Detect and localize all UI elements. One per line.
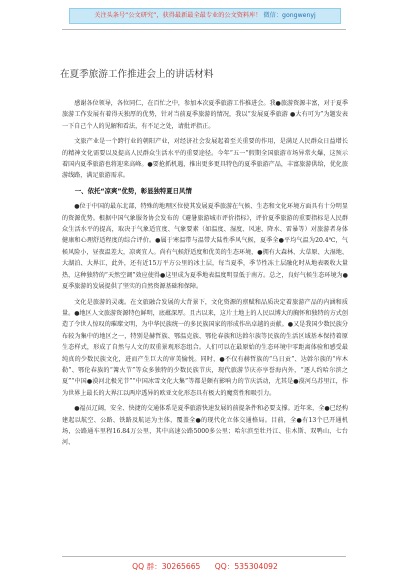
footer: [62, 561, 348, 572]
context-paragraph: 文旅产业是一个跨行业的朝阳产业，对经济社会发展起着至关重要的作用，是满足人民群众日益增长的精神文化需要以及提高人民群众生活水平的重要途径。今年“五一”假期全国旅游市场异常火爆，这预示着国内夏季旅游也将迎来高峰。●要抢抓机遇，推出更多更具特色的夏季旅游产品，丰富旅游供给，优化旅游线路，满足旅游需求。: [62, 138, 348, 180]
culture-paragraph: 文化是旅游的灵魂。在文旅融合发展的大背景下，文化资源的禀赋和品质决定着旅游产品的内涵和质量。●地区人文旅游资源特色鲜明，底蕴深厚。且古以来，这片土地上的人民以博大的胸怀和独特的方式创造了令世人惊叹的璀璨文明，为中华民族统一的多民族国家的形成作出卓越的贡献。●又是我国少数民族分布较为集中的地区之一，特别是赫哲族、鄂温克族、鄂伦春族和达斡尔族等民族的生活区域基本保持着原生态样式，形成了自然与人文的双重景观形态组合。人们可以在最原始的生态环境中零距离体验和感受最纯真的少数民族文化，进而产生巨大的审美愉悦。同时，●不仅有赫哲族的“乌日贡”、达斡尔族的“库木勒”、鄂伦春族的“篝火节”等众多独特的少数民族节庆，现代旅游节庆亦享誉海内外，“逐人约哈尔滨之夏”“中国●漠河北极光节”“中国冰雪文化大集”等都是颇有影响力的节庆活动，尤其是●漠河乌苏里江，作为世界上最长的大界江以两岸透异的欧亚文化形态具有极大的魔赏性和吸引力。: [62, 298, 348, 397]
header-divider: [62, 29, 346, 30]
footer-divider: [62, 556, 346, 557]
climate-paragraph: ●位于中国的最东北部，特殊的地理区位使其发展夏季旅游在气候、生态和文化环境方面具有十分明显的资源优势。根据中国气象服务协会发布的《避暑旅游城市评价指标》，评价夏季旅游的重要指标是人民群众生活水平的提高，取决于气象适宜度、气象要素（如温度、湿度、风速、降水、雷暴等）对旅游者身体健康和心理舒适程度的综合评价。●属于寒温带与温带大陆性季风气候，夏季全●平均气温为20.4℃，气候风险小，昼夜温差大，凉爽宜人。尚有气候舒适度和优美的生态环境，●拥有大森林、大草原、大湿地、大湖泊、大界江，此外，还有近15万平方公里的冰土层，每当夏季，季节性冻土层融化时从地表吸收大量热，这种独特的“天然空调”效应使得●这里成为夏季地表温度明显低于南方。总之，良好气候生态环境为●夏季旅游的发展提供了坚实的自然资源基础和保障。: [62, 203, 348, 291]
promo-banner: [69, 8, 341, 24]
document-body: [62, 98, 348, 548]
footer-qq: QQ：535304092: [214, 562, 278, 571]
footer-qq-group: QQ 群：30265665: [132, 562, 201, 571]
section-heading: 一、依托“凉爽”优势，彰显独特夏日风情: [74, 186, 192, 195]
transport-paragraph: ●福员辽阔，安全、快捷的交通体系是夏季旅游快速发展的前提条件和必要支撑。近年来，全●已经构建起以航空、公路、铁路及航运为主体，覆盖全●的现代化立体交通格局。目前，全●有13个已开通机场，公路通车里程16.84万公里，其中高速公路5000多公里；哈尔滨至牡丹江、佳木斯、双鸭山、七台河、: [62, 405, 348, 447]
promo-banner-text: 关注头条号“公文研究”，获得最新最全最专业的公文资料库！: [94, 12, 262, 19]
wechat-handle: 微信：gongwenyj: [263, 12, 316, 19]
document-title: 在夏季旅游工作推进会上的讲话材料: [60, 69, 214, 80]
intro-paragraph: 感谢各位领导，各位同仁，在百忙之中，参加本次夏季旅游工作推进会。我●旅游资源丰富，对于夏季旅游工作发展有着得天独厚的优势，针对当前夏季旅游的情况，我以“发展夏季旅游 ●大有可为”为题发表一下自己个人的见解和看法，有不足之处，请批评指正。: [62, 100, 348, 130]
